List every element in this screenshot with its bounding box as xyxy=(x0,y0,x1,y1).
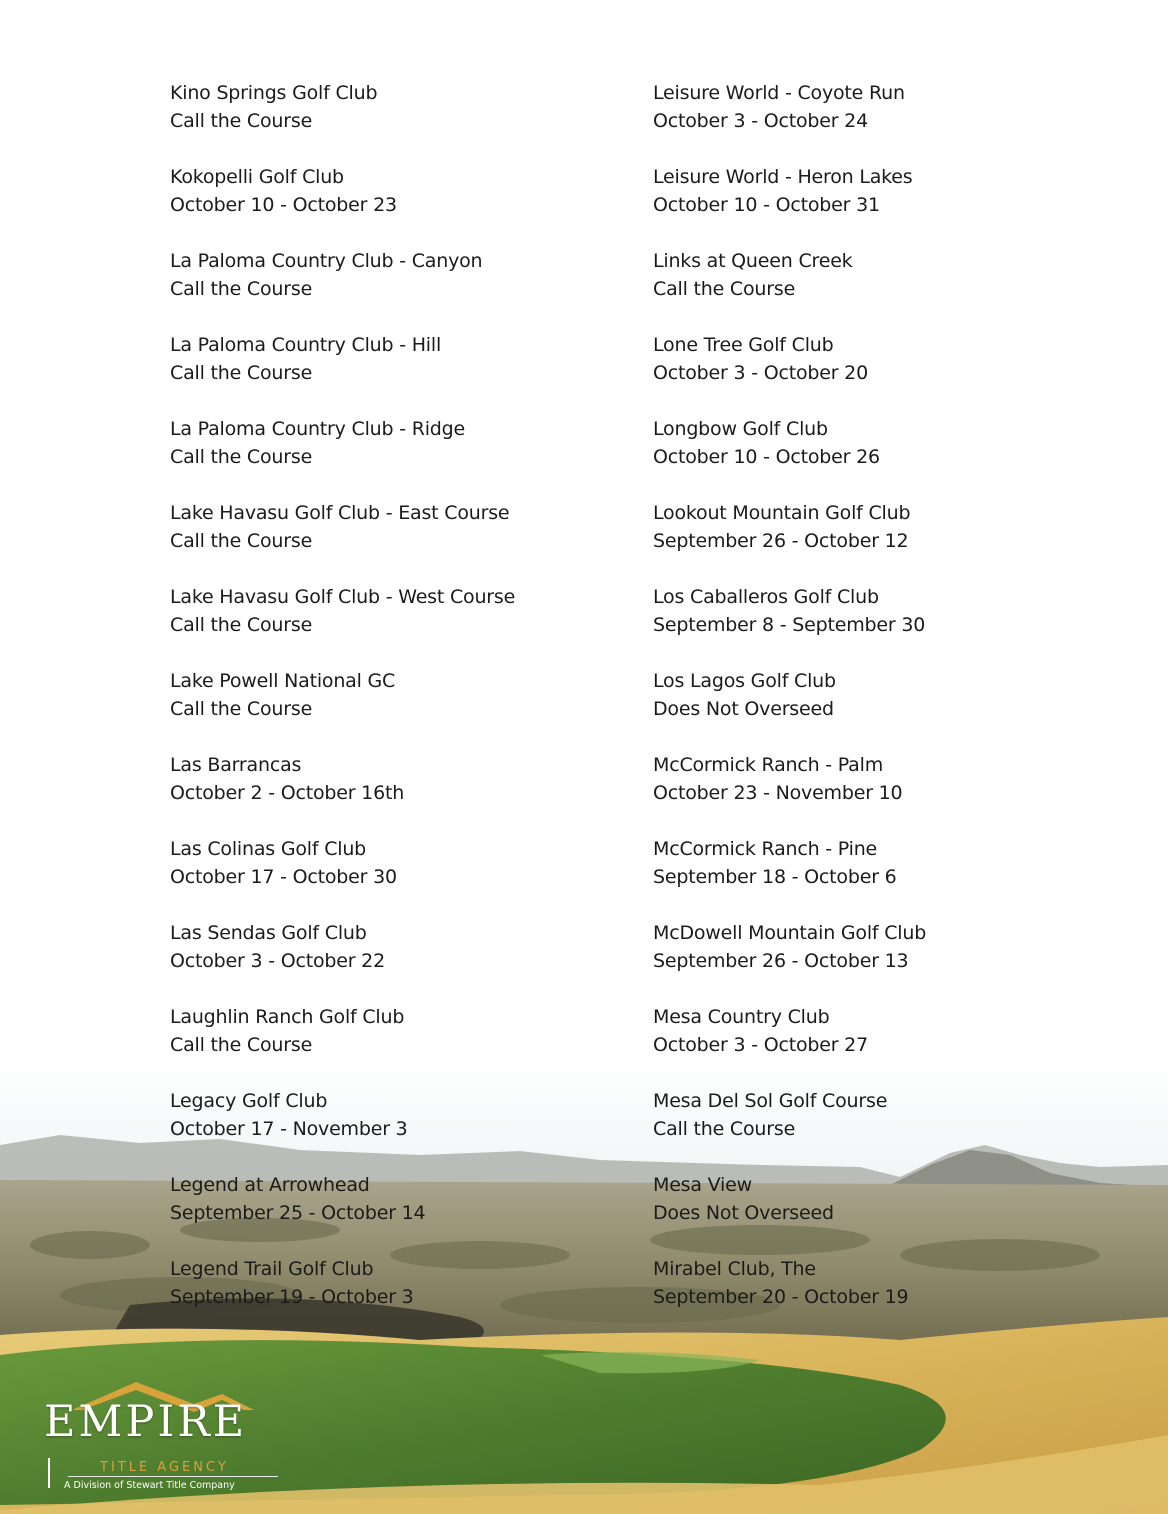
course-name: Las Barrancas xyxy=(170,754,302,776)
overseed-dates: Call the Course xyxy=(170,530,313,552)
overseed-dates: October 3 - October 27 xyxy=(653,1034,868,1056)
course-name: Los Caballeros Golf Club xyxy=(653,586,879,608)
course-entry xyxy=(170,667,630,751)
course-entry xyxy=(170,247,630,331)
logo-subtitle: TITLE AGENCY xyxy=(100,1460,229,1475)
course-name: Lookout Mountain Golf Club xyxy=(653,502,911,524)
course-name: Leisure World - Heron Lakes xyxy=(653,166,913,188)
course-entry xyxy=(653,835,1113,919)
course-entry xyxy=(653,1255,1113,1339)
course-name: Lake Powell National GC xyxy=(170,670,396,692)
course-entry xyxy=(170,835,630,919)
course-name: McCormick Ranch - Palm xyxy=(653,754,884,776)
overseed-dates: Call the Course xyxy=(170,614,313,636)
overseed-dates: September 19 - October 3 xyxy=(170,1286,414,1308)
overseed-dates: Does Not Overseed xyxy=(653,698,834,720)
course-entry xyxy=(170,415,630,499)
overseed-dates: October 17 - November 3 xyxy=(170,1118,408,1140)
overseed-dates: October 3 - October 24 xyxy=(653,110,868,132)
course-name: La Paloma Country Club - Canyon xyxy=(170,250,483,272)
overseed-dates: October 2 - October 16th xyxy=(170,782,405,804)
course-name: Legacy Golf Club xyxy=(170,1090,328,1112)
course-entry xyxy=(170,331,630,415)
overseed-dates: October 10 - October 23 xyxy=(170,194,397,216)
course-name: Legend Trail Golf Club xyxy=(170,1258,374,1280)
course-entry xyxy=(170,163,630,247)
course-name: Lake Havasu Golf Club - East Course xyxy=(170,502,510,524)
overseed-dates: October 23 - November 10 xyxy=(653,782,903,804)
course-name: Mesa Country Club xyxy=(653,1006,830,1028)
course-entry xyxy=(170,79,630,163)
overseed-dates: September 20 - October 19 xyxy=(653,1286,909,1308)
overseed-dates: Call the Course xyxy=(653,1118,796,1140)
course-entry xyxy=(170,919,630,1003)
course-name: Kino Springs Golf Club xyxy=(170,82,378,104)
course-name: Mirabel Club, The xyxy=(653,1258,816,1280)
overseed-dates: October 17 - October 30 xyxy=(170,866,397,888)
course-entry xyxy=(170,1087,630,1171)
overseed-dates: October 10 - October 26 xyxy=(653,446,880,468)
course-entry xyxy=(653,331,1113,415)
course-entry xyxy=(170,1255,630,1339)
course-name: La Paloma Country Club - Ridge xyxy=(170,418,466,440)
course-name: Los Lagos Golf Club xyxy=(653,670,836,692)
course-name: Las Sendas Golf Club xyxy=(170,922,367,944)
course-name: Kokopelli Golf Club xyxy=(170,166,344,188)
course-entry xyxy=(170,499,630,583)
course-entry xyxy=(653,1003,1113,1087)
logo-division-text: A Division of Stewart Title Company xyxy=(64,1480,235,1491)
course-name: Links at Queen Creek xyxy=(653,250,853,272)
course-entry xyxy=(170,751,630,835)
course-entry xyxy=(653,79,1113,163)
overseed-dates: September 26 - October 13 xyxy=(653,950,909,972)
course-name: Longbow Golf Club xyxy=(653,418,828,440)
course-entry xyxy=(653,1087,1113,1171)
course-name: Mesa Del Sol Golf Course xyxy=(653,1090,888,1112)
course-entry xyxy=(653,919,1113,1003)
course-entry xyxy=(653,499,1113,583)
overseed-dates: Call the Course xyxy=(170,110,313,132)
course-entry xyxy=(653,751,1113,835)
course-name: Laughlin Ranch Golf Club xyxy=(170,1006,405,1028)
overseed-dates: September 25 - October 14 xyxy=(170,1202,426,1224)
overseed-dates: September 8 - September 30 xyxy=(653,614,926,636)
course-name: Lone Tree Golf Club xyxy=(653,334,834,356)
course-entry xyxy=(653,667,1113,751)
logo-wordmark: EMPIRE xyxy=(44,1397,248,1447)
overseed-dates: October 10 - October 31 xyxy=(653,194,880,216)
course-name: McDowell Mountain Golf Club xyxy=(653,922,927,944)
overseed-dates: September 18 - October 6 xyxy=(653,866,897,888)
left-course-column xyxy=(170,79,630,1339)
right-course-column xyxy=(653,79,1113,1339)
overseed-dates: Call the Course xyxy=(170,698,313,720)
overseed-dates: October 3 - October 20 xyxy=(653,362,868,384)
logo-tick xyxy=(48,1458,50,1488)
overseed-dates: Call the Course xyxy=(170,1034,313,1056)
course-entry xyxy=(653,163,1113,247)
overseed-dates: September 26 - October 12 xyxy=(653,530,909,552)
overseed-dates: Call the Course xyxy=(653,278,796,300)
course-name: McCormick Ranch - Pine xyxy=(653,838,878,860)
course-name: Legend at Arrowhead xyxy=(170,1174,370,1196)
overseed-dates: Does Not Overseed xyxy=(653,1202,834,1224)
course-entry xyxy=(653,1171,1113,1255)
empire-title-logo xyxy=(44,1376,284,1500)
course-entry xyxy=(170,1003,630,1087)
course-entry xyxy=(653,415,1113,499)
course-name: Las Colinas Golf Club xyxy=(170,838,367,860)
overseed-dates: Call the Course xyxy=(170,278,313,300)
course-entry xyxy=(170,1171,630,1255)
course-name: La Paloma Country Club - Hill xyxy=(170,334,442,356)
course-entry xyxy=(653,583,1113,667)
overseed-dates: October 3 - October 22 xyxy=(170,950,385,972)
course-name: Mesa View xyxy=(653,1174,752,1196)
course-name: Leisure World - Coyote Run xyxy=(653,82,905,104)
course-entry xyxy=(653,247,1113,331)
course-name: Lake Havasu Golf Club - West Course xyxy=(170,586,516,608)
overseed-dates: Call the Course xyxy=(170,362,313,384)
course-entry xyxy=(170,583,630,667)
logo-divider xyxy=(68,1476,278,1477)
overseed-dates: Call the Course xyxy=(170,446,313,468)
